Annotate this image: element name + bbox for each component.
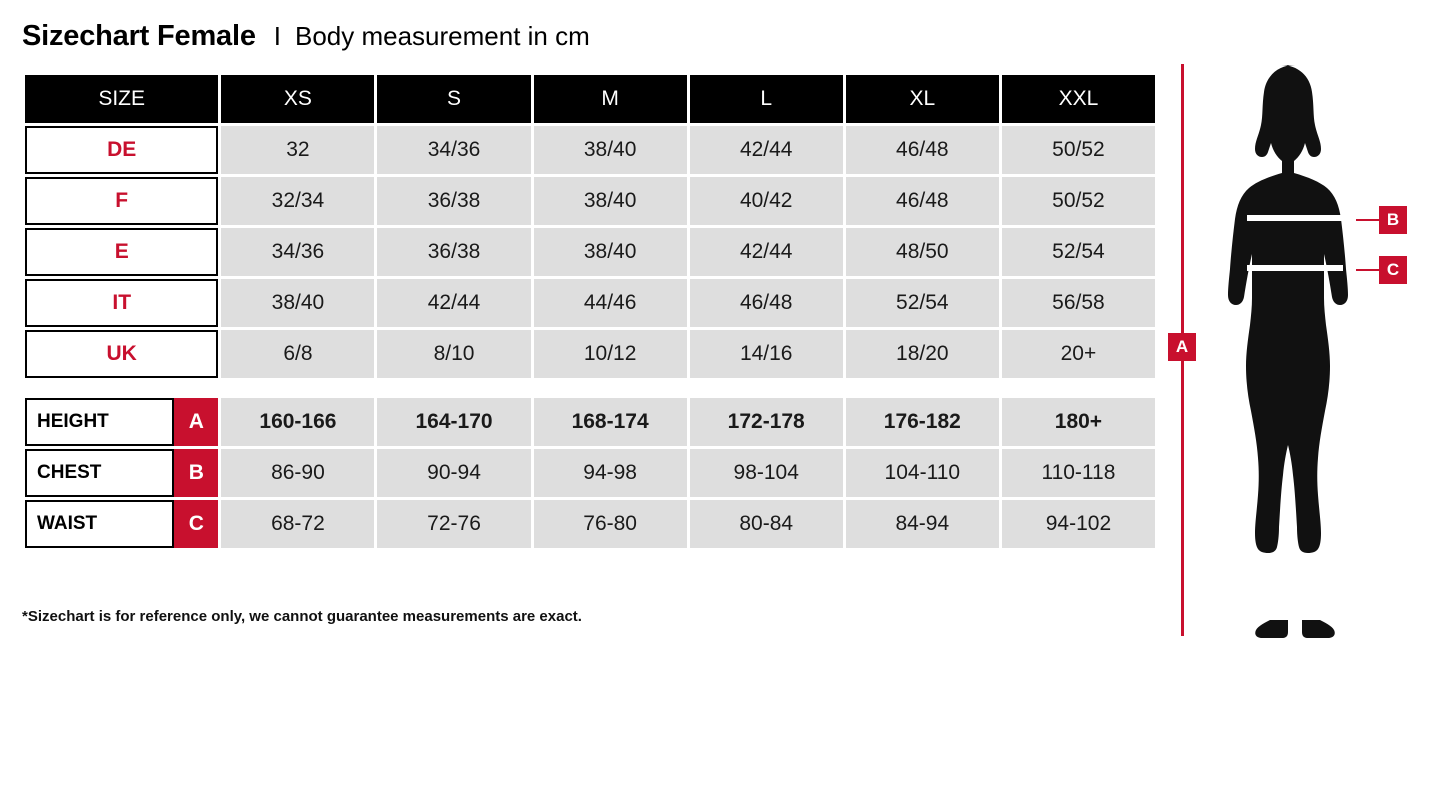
table-header-row	[25, 75, 1155, 123]
table-row	[25, 330, 1155, 378]
row-key-a: A	[174, 398, 218, 446]
cell-de-xl: 46/48	[846, 126, 999, 174]
cell-de-l: 42/44	[690, 126, 843, 174]
cell-uk-xl: 18/20	[846, 330, 999, 378]
row-label-chest: CHEST	[25, 449, 174, 497]
cell-it-xxl: 56/58	[1002, 279, 1155, 327]
cell-f-m: 38/40	[534, 177, 687, 225]
cell-e-l: 42/44	[690, 228, 843, 276]
badge-b: B	[1379, 206, 1407, 234]
footnote: *Sizechart is for reference only, we cannot guarantee measurements are exact.	[22, 608, 582, 625]
cell-uk-l: 14/16	[690, 330, 843, 378]
cell-e-xl: 48/50	[846, 228, 999, 276]
cell-uk-m: 10/12	[534, 330, 687, 378]
figure-area	[1160, 60, 1441, 640]
header-size-l: L	[690, 75, 843, 123]
page-title	[22, 20, 590, 53]
table-row	[25, 500, 1155, 548]
cell-e-xxl: 52/54	[1002, 228, 1155, 276]
cell-it-s: 42/44	[377, 279, 530, 327]
cell-f-s: 36/38	[377, 177, 530, 225]
female-silhouette-icon	[1200, 60, 1390, 640]
row-label-uk: UK	[25, 330, 218, 378]
cell-height-xl: 176-182	[846, 398, 999, 446]
cell-it-xl: 52/54	[846, 279, 999, 327]
row-label-f: F	[25, 177, 218, 225]
row-label-waist-wrap	[25, 500, 218, 548]
header-size-xs: XS	[221, 75, 374, 123]
cell-e-s: 36/38	[377, 228, 530, 276]
badge-c: C	[1379, 256, 1407, 284]
table-row	[25, 398, 1155, 446]
cell-waist-s: 72-76	[377, 500, 530, 548]
cell-chest-xs: 86-90	[221, 449, 374, 497]
cell-uk-xs: 6/8	[221, 330, 374, 378]
cell-f-l: 40/42	[690, 177, 843, 225]
cell-e-xs: 34/36	[221, 228, 374, 276]
cell-de-xs: 32	[221, 126, 374, 174]
cell-height-m: 168-174	[534, 398, 687, 446]
cell-chest-s: 90-94	[377, 449, 530, 497]
cell-waist-xxl: 94-102	[1002, 500, 1155, 548]
badge-a: A	[1168, 333, 1196, 361]
cell-f-xs: 32/34	[221, 177, 374, 225]
size-table-wrapper	[22, 72, 1158, 551]
cell-chest-xxl: 110-118	[1002, 449, 1155, 497]
cell-de-s: 34/36	[377, 126, 530, 174]
cell-height-s: 164-170	[377, 398, 530, 446]
table-spacer	[25, 381, 1155, 395]
cell-height-xxl: 180+	[1002, 398, 1155, 446]
table-row	[25, 228, 1155, 276]
cell-e-m: 38/40	[534, 228, 687, 276]
table-row	[25, 126, 1155, 174]
header-size-xxl: XXL	[1002, 75, 1155, 123]
table-row	[25, 279, 1155, 327]
cell-waist-xl: 84-94	[846, 500, 999, 548]
cell-chest-m: 94-98	[534, 449, 687, 497]
row-key-c: C	[174, 500, 218, 548]
header-size-m: M	[534, 75, 687, 123]
header-size-label: SIZE	[25, 75, 218, 123]
cell-uk-s: 8/10	[377, 330, 530, 378]
row-label-e: E	[25, 228, 218, 276]
row-label-de: DE	[25, 126, 218, 174]
cell-waist-m: 76-80	[534, 500, 687, 548]
cell-uk-xxl: 20+	[1002, 330, 1155, 378]
header-size-xl: XL	[846, 75, 999, 123]
row-key-b: B	[174, 449, 218, 497]
cell-height-xs: 160-166	[221, 398, 374, 446]
cell-de-xxl: 50/52	[1002, 126, 1155, 174]
row-label-height: HEIGHT	[25, 398, 174, 446]
cell-chest-xl: 104-110	[846, 449, 999, 497]
size-table	[22, 72, 1158, 551]
row-label-it: IT	[25, 279, 218, 327]
cell-it-xs: 38/40	[221, 279, 374, 327]
cell-waist-l: 80-84	[690, 500, 843, 548]
row-label-height-wrap	[25, 398, 218, 446]
row-label-chest-wrap	[25, 449, 218, 497]
cell-f-xxl: 50/52	[1002, 177, 1155, 225]
title-main: Sizechart Female	[22, 20, 256, 52]
cell-it-m: 44/46	[534, 279, 687, 327]
cell-height-l: 172-178	[690, 398, 843, 446]
cell-f-xl: 46/48	[846, 177, 999, 225]
cell-it-l: 46/48	[690, 279, 843, 327]
title-subtitle: Body measurement in cm	[294, 21, 590, 51]
row-label-waist: WAIST	[25, 500, 174, 548]
title-separator: I	[273, 21, 281, 51]
table-row	[25, 449, 1155, 497]
table-row	[25, 177, 1155, 225]
cell-de-m: 38/40	[534, 126, 687, 174]
cell-chest-l: 98-104	[690, 449, 843, 497]
header-size-s: S	[377, 75, 530, 123]
cell-waist-xs: 68-72	[221, 500, 374, 548]
